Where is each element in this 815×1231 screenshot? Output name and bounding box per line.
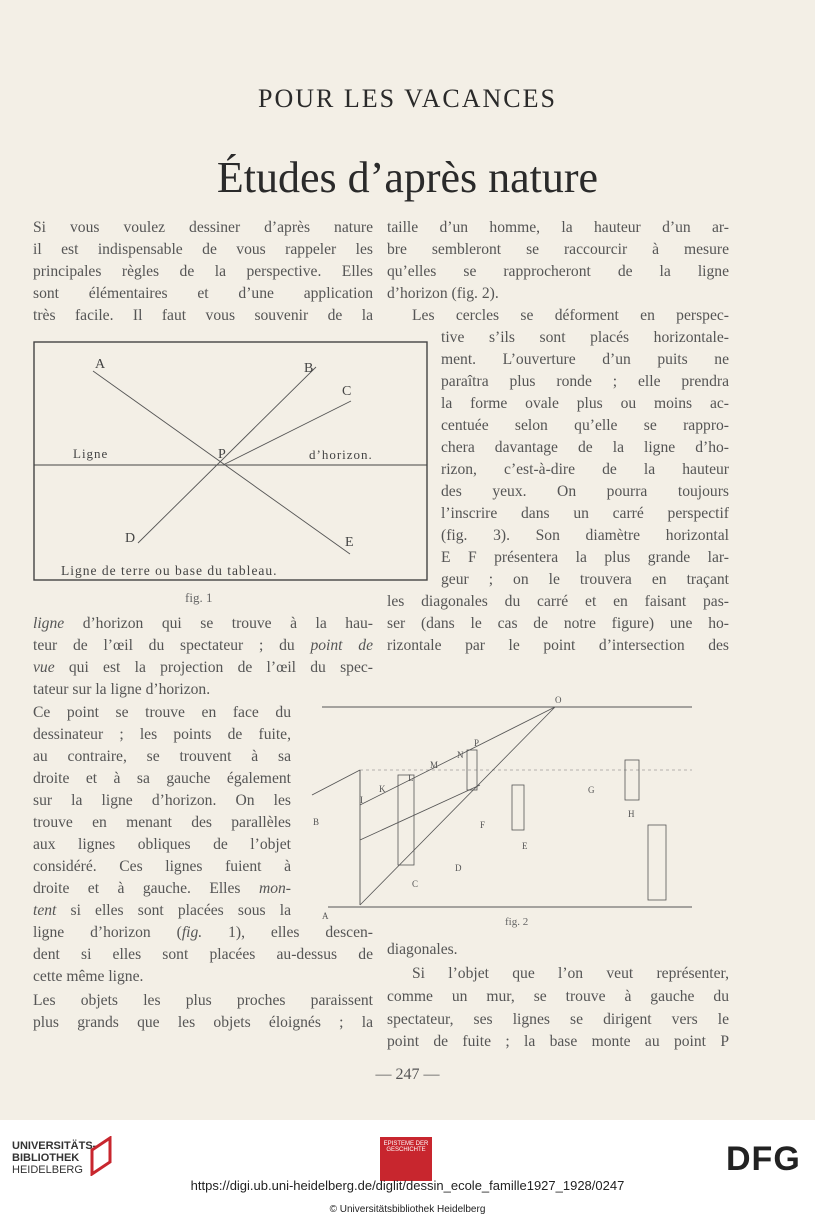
fig2-label-o: O [555,695,562,705]
fig2-walker [512,785,524,830]
fig2-label-k: K [379,784,386,794]
figure-2-perspective-scene [300,695,692,935]
fig2-label-l: L [408,773,414,783]
text-line: ment. L’ouverture d’un puits ne [441,351,729,368]
fig1-label-p: P [218,447,226,462]
fig2-label-c: C [412,879,419,889]
fig2-label-n: N [457,750,464,760]
running-head: POUR LES VACANCES [258,84,557,113]
fig1-ground-line: Ligne de terre ou base du tableau. [61,563,278,578]
text-line: Ce point se trouve en face du [33,704,291,721]
text-line: dessinateur ; les points de fuite, [33,726,291,743]
text-line: spectateur, ses lignes se dirigent vers le [387,1011,729,1028]
fig2-label-h: H [628,809,635,819]
text-line: geur ; on le trouvera en traçant [441,571,729,588]
text-line: Les objets les plus proches paraissent [33,992,373,1009]
fig2-label-p: P [474,738,480,748]
text-line: trouve en menant des parallèles [33,814,291,831]
fig2-label-i: I [360,795,363,805]
text-line: l’inscrire dans un carré perspectif [441,505,729,522]
text-line: tive s’ils sont placés horizontale- [441,329,729,346]
text-line: sont élémentaires et d’une application [33,285,373,302]
permalink[interactable]: https://digi.ub.uni-heidelberg.de/diglit/dessin_ecole_famille1927_1928/0247 [190,1178,625,1193]
text-line: tent si elles sont placées sous la [33,902,291,919]
fig2-near-figure [398,775,414,865]
fig1-label-c: C [342,384,352,399]
text-line: cette même ligne. [33,968,144,985]
text-line: plus grands que les objets éloignés ; la [33,1014,373,1031]
text-line: sur la ligne d’horizon. On les [33,792,291,809]
text-line: teur de l’œil du spectateur ; du point de [33,637,373,654]
fig1-label-d: D [125,531,136,546]
project-badge[interactable] [380,1137,432,1181]
text-line: ser (dans le cas de notre figure) une ho- [387,615,729,632]
fig2-label-g: G [588,785,595,795]
fig2-horizon-left [312,770,360,795]
article-title: Études d’après nature [216,153,599,202]
library-name-1: UNIVERSITÄTS- [12,1140,97,1152]
fig2-label-e: E [522,841,528,851]
text-line: diagonales. [387,941,458,958]
text-line: paraîtra plus ronde ; elle prendra [441,373,729,390]
text-line: dent si elles sont placées au-dessus de [33,946,373,963]
text-line: des yeux. On pourra toujours [441,483,729,500]
text-line: centuée selon qu’elle se rappro- [441,417,729,434]
text-line: Si vous voulez dessiner d’après nature [33,219,373,236]
text-line: taille d’un homme, la hauteur d’un ar- [387,219,729,236]
text-line: considéré. Ces lignes fuient à [33,858,291,875]
text-line: au contraire, se trouvent à sa [33,748,291,765]
figure-1-caption: fig. 1 [185,590,213,605]
text-line: Si l’objet que l’on veut représenter, [412,965,729,982]
fig2-diagonal [360,707,555,905]
text-line: tateur sur la ligne d’horizon. [33,681,211,698]
library-name-2: BIBLIOTHEK [12,1152,80,1164]
fig2-label-a: A [322,911,329,921]
text-line: comme un mur, se trouve à gauche du [387,988,729,1005]
diagonal-b-d [138,367,316,543]
fig1-label-e: E [345,535,354,550]
text-line: aux lignes obliques de l’objet [33,836,291,853]
library-emblem-icon [86,1136,114,1176]
fig2-diagonal-3 [360,785,480,840]
fig2-label-m: M [430,760,439,770]
text-line: vue qui est la projection de l’œil du spec- [33,659,373,676]
text-line: rizon, c’est-à-dire de la hauteur [441,461,729,478]
fig1-label-b: B [304,361,314,376]
text-line: les diagonales du carré et en faisant pas- [387,593,729,610]
text-line: rizontale par le point d’intersection des [387,637,729,654]
text-line: d’horizon (fig. 2). [387,285,499,302]
text-line: qu’elles se rapprocheront de la ligne [387,263,729,280]
diagonal-a-e [93,371,350,554]
text-line: ligne d’horizon qui se trouve à la hau- [33,615,373,632]
text-line: principales règles de la perspective. Elles [33,263,373,280]
text-line: point de fuite ; la base monte au point P [387,1033,729,1050]
fig1-horizon-right: d’horizon. [309,447,373,462]
fig2-right-figure [648,825,666,900]
page-number: — 247 — [375,1066,440,1083]
figure-2-caption: fig. 2 [505,916,529,928]
text-line: Les cercles se déforment en perspec- [412,307,729,324]
library-logo[interactable] [12,1140,96,1176]
fig2-label-b: B [313,817,320,827]
copyright-notice: © Universitätsbibliothek Heidelberg [329,1204,486,1215]
text-line: la forme ovale plus ou moins ac- [441,395,729,412]
text-line: droite et à sa gauche également [33,770,291,787]
text-line: très facile. Il faut vous souvenir de la [33,307,373,324]
fig2-far-figure [625,760,639,800]
badge-text: EPISTEME DER GESCHICHTE [383,1141,429,1153]
fig1-label-a: A [95,357,106,372]
text-line: E F présentera la plus grande lar- [441,549,729,566]
fig2-label-d: D [455,863,462,873]
text-line: bre sembleront se raccourcir à mesure [387,241,729,258]
text-line: chera davantage de la ligne d’ho- [441,439,729,456]
text-line: il est indispensable de vous rappeler les [33,241,373,258]
fig1-horizon-left: Ligne [73,446,109,461]
fig2-label-f: F [480,820,486,830]
figure-1-perspective-diagram [33,341,428,587]
text-line: ligne d’horizon (fig. 1), elles descen- [33,924,373,941]
text-line: droite et à gauche. Elles mon- [33,880,291,897]
dfg-logo[interactable]: DFG [726,1140,801,1178]
text-line: (fig. 3). Son diamètre horizontal [441,527,729,544]
digitization-footer [0,1120,815,1231]
library-name-3: HEIDELBERG [12,1164,83,1176]
